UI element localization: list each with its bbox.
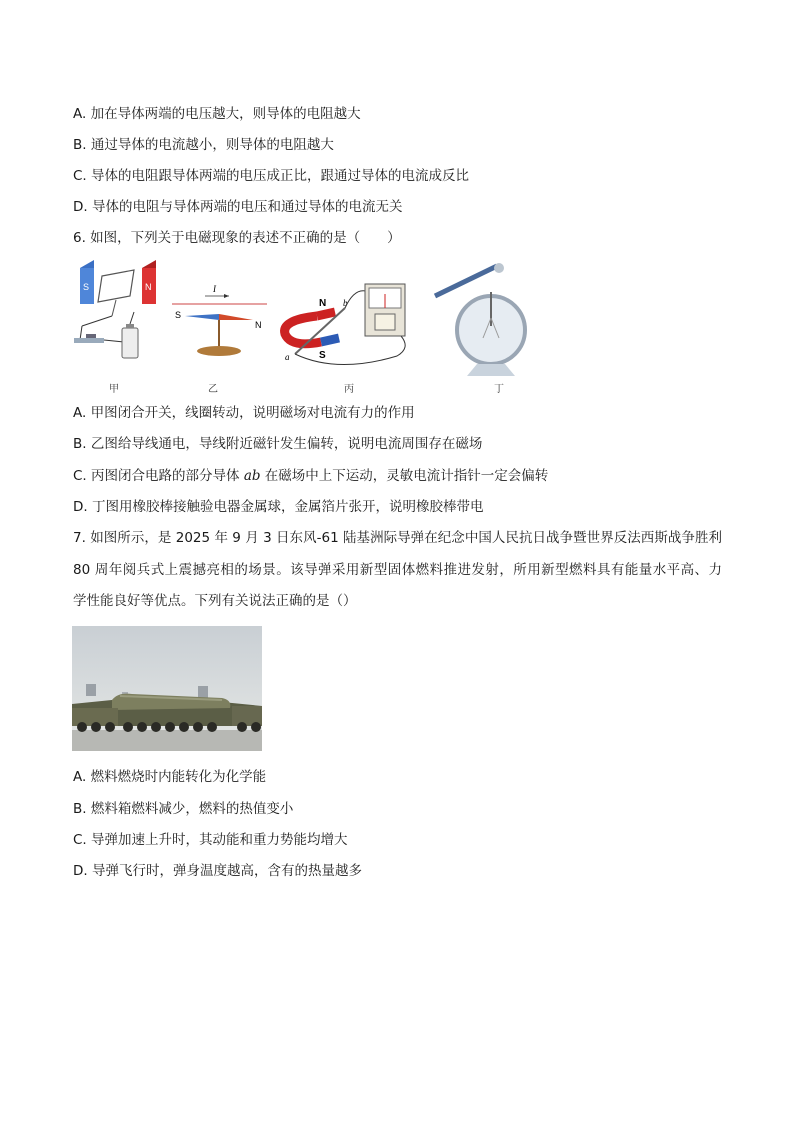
q5-option-d: D. 导体的电阻与导体两端的电压和通过导体的电流无关 (73, 199, 403, 215)
figure-jia-motor (72, 256, 164, 381)
caption-bing: 丙 (344, 384, 354, 395)
magnet-s-label: S (83, 282, 90, 292)
needle-n-label: N (255, 320, 262, 330)
q7-stem-line-3: 学性能良好等优点。下列有关说法正确的是（） (73, 593, 357, 609)
conductor-a-label: a (285, 352, 290, 362)
caption-jia: 甲 (109, 384, 119, 395)
q6-option-c-ab: ab (243, 468, 261, 484)
q7-stem-line-1: 7. 如图所示，是 2025 年 9 月 3 日东风-61 陆基洲际导弹在纪念中国人民抗日战争暨世界反法西斯战争胜利 (73, 530, 722, 546)
q6-option-b: B. 乙图给导线通电，导线附近磁针发生偏转，说明电流周围存在磁场 (73, 436, 483, 452)
current-label: I (213, 284, 216, 294)
q6-option-d: D. 丁图用橡胶棒接触验电器金属球，金属箔片张开，说明橡胶棒带电 (73, 499, 484, 515)
needle-s-label: S (175, 310, 182, 320)
q6-stem: 6. 如图，下列关于电磁现象的表述不正确的是（ ） (73, 230, 401, 246)
q6-option-c-suffix: 在磁场中上下运动，灵敏电流计指针一定会偏转 (260, 468, 549, 484)
magnet-s-label: S (319, 350, 326, 361)
caption-ding: 丁 (494, 384, 504, 395)
missile-parade-photo (72, 626, 262, 751)
q7-stem-line-2: 80 周年阅兵式上震撼亮相的场景。该导弹采用新型固体燃料推进发射，所用新型燃料具有能量水平高、力 (73, 562, 722, 578)
q5-option-b: B. 通过导体的电流越小，则导体的电阻越大 (73, 137, 334, 153)
q6-option-a: A. 甲图闭合开关，线圈转动，说明磁场对电流有力的作用 (73, 405, 415, 421)
q7-option-c: C. 导弹加速上升时，其动能和重力势能均增大 (73, 832, 348, 848)
caption-yi: 乙 (208, 384, 218, 395)
q7-option-a: A. 燃料燃烧时内能转化为化学能 (73, 769, 267, 785)
magnet-n-label: N (319, 298, 327, 309)
q7-option-b: B. 燃料箱燃料减少，燃料的热值变小 (73, 801, 294, 817)
q5-option-c: C. 导体的电阻跟导体两端的电压成正比，跟通过导体的电流成反比 (73, 168, 470, 184)
q6-option-c (73, 466, 548, 486)
figure-yi-oersted (167, 256, 272, 381)
q6-option-c-prefix: C. 丙图闭合电路的部分导体 (73, 468, 244, 484)
conductor-b-label: b (343, 298, 348, 308)
q6-figure-row (72, 256, 532, 396)
figure-bing-induction (277, 256, 417, 381)
q5-option-a: A. 加在导体两端的电压越大，则导体的电阻越大 (73, 106, 361, 122)
figure-ding-electroscope (427, 256, 532, 381)
q7-option-d: D. 导弹飞行时，弹身温度越高，含有的热量越多 (73, 863, 362, 879)
magnet-n-label: N (145, 282, 152, 292)
